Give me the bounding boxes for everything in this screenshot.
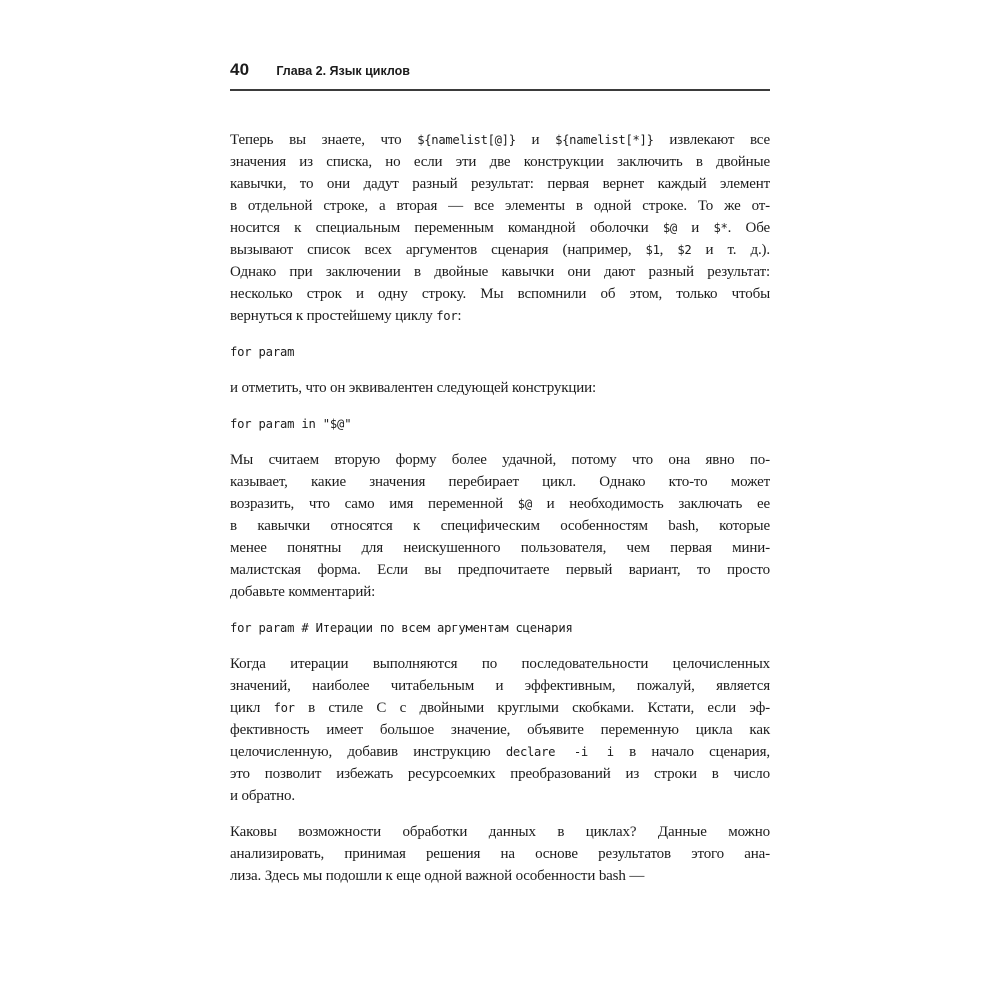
text-line	[230, 843, 770, 865]
text-line	[230, 471, 770, 493]
text-line	[230, 763, 770, 785]
text-run: в начало сценария,	[613, 744, 771, 760]
page-number: 40	[230, 60, 250, 79]
text-line	[230, 283, 770, 305]
inline-code: for	[436, 309, 458, 323]
text-line	[230, 537, 770, 559]
inline-code: for	[273, 701, 295, 715]
text-run: в отдельной строке, а вторая — все элементы в одной строке. То же от-	[230, 198, 770, 214]
inline-code: $@	[662, 221, 677, 235]
text-line	[230, 305, 770, 327]
text-run: возразить, что само имя переменной	[230, 496, 518, 512]
text-run: фективность имеет большое значение, объявите переменную цикла как	[230, 722, 770, 738]
text-line	[230, 151, 770, 173]
text-run: лиза. Здесь мы подошли к еще одной важной особенности bash —	[230, 868, 645, 884]
text-line	[230, 449, 770, 471]
text-run: и обратно.	[230, 788, 296, 804]
text-run: в кавычки относятся к специфическим особенностям bash, которые	[230, 518, 770, 534]
inline-code: $@	[517, 497, 532, 511]
text-line	[230, 697, 770, 719]
text-run: и необходимость заключать ее	[531, 496, 770, 512]
page-body	[230, 129, 770, 901]
text-run: носится к специальным переменным командной оболочки	[230, 220, 663, 236]
text-run: менее понятны для неискушенного пользователя, чем первая мини-	[230, 540, 770, 556]
text-run: значений, наиболее читабельным и эффективным, пожалуй, является	[230, 678, 770, 694]
paragraph	[230, 653, 770, 807]
text-line	[230, 129, 770, 151]
text-line	[230, 195, 770, 217]
text-run: и отметить, что он эквивалентен следующей конструкции:	[230, 380, 596, 396]
text-line	[230, 261, 770, 283]
inline-code: $1	[645, 243, 660, 257]
text-run: и	[676, 220, 714, 236]
text-run: несколько строк и одну строку. Мы вспомнили об этом, только чтобы	[230, 286, 770, 302]
text-line	[230, 515, 770, 537]
inline-code: ${namelist[*]}	[555, 133, 654, 147]
paragraph	[230, 821, 770, 887]
text-run: извлекают все	[653, 132, 770, 148]
inline-code: declare -i i	[505, 745, 614, 759]
text-line	[230, 239, 770, 261]
text-run: добавьте комментарий:	[230, 584, 376, 600]
paragraph	[230, 377, 770, 399]
inline-code: ${namelist[@]}	[417, 133, 516, 147]
text-line	[230, 865, 770, 887]
text-run: . Обе	[727, 220, 770, 236]
text-line	[230, 173, 770, 195]
text-line	[230, 719, 770, 741]
text-run: значения из списка, но если эти две конструкции заключить в двойные	[230, 154, 770, 170]
text-line	[230, 377, 770, 399]
page-header	[230, 60, 770, 91]
chapter-title: Глава 2. Язык циклов	[276, 64, 410, 78]
text-run: вернуться к простейшему циклу	[230, 308, 437, 324]
code-block: for param in "$@"	[230, 417, 352, 431]
code-block: for param	[230, 345, 295, 359]
paragraph	[230, 449, 770, 603]
text-run: это позволит избежать ресурсоемких преобразований из строки в число	[230, 766, 770, 782]
text-run: кавычки, то они дадут разный результат: первая вернет каждый элемент	[230, 176, 770, 192]
text-line	[230, 653, 770, 675]
text-run: целочисленную, добавив инструкцию	[230, 744, 506, 760]
text-run: анализировать, принимая решения на основе результатов этого ана-	[230, 846, 770, 862]
text-run: в стиле C с двойными круглыми скобками. Кстати, если эф-	[294, 700, 771, 716]
inline-code: $*	[713, 221, 728, 235]
text-line	[230, 559, 770, 581]
text-line	[230, 675, 770, 697]
text-line	[230, 493, 770, 515]
text-run: и	[515, 132, 556, 148]
text-run: казывает, какие значения перебирает цикл. Однако кто-то может	[230, 474, 770, 490]
text-run: Мы считаем вторую форму более удачной, потому что она явно по-	[230, 452, 770, 468]
text-run: и т. д.).	[691, 242, 770, 258]
text-line	[230, 821, 770, 843]
text-line	[230, 581, 770, 603]
text-run: :	[457, 308, 462, 324]
text-line	[230, 217, 770, 239]
paragraph	[230, 129, 770, 327]
inline-code: $2	[677, 243, 692, 257]
text-run: Каковы возможности обработки данных в циклах? Данные можно	[230, 824, 770, 840]
text-run: Теперь вы знаете, что	[230, 132, 418, 148]
text-run: малистская форма. Если вы предпочитаете первый вариант, то просто	[230, 562, 770, 578]
text-run: цикл	[230, 700, 274, 716]
text-run: Когда итерации выполняются по последовательности целочисленных	[230, 656, 770, 672]
text-line	[230, 741, 770, 763]
code-block: for param # Итерации по всем аргументам сценария	[230, 621, 573, 635]
text-run: вызывают список всех аргументов сценария (например,	[230, 242, 646, 258]
text-run: Однако при заключении в двойные кавычки они дают разный результат:	[230, 264, 770, 280]
text-line	[230, 785, 770, 807]
text-run: ,	[659, 242, 678, 258]
